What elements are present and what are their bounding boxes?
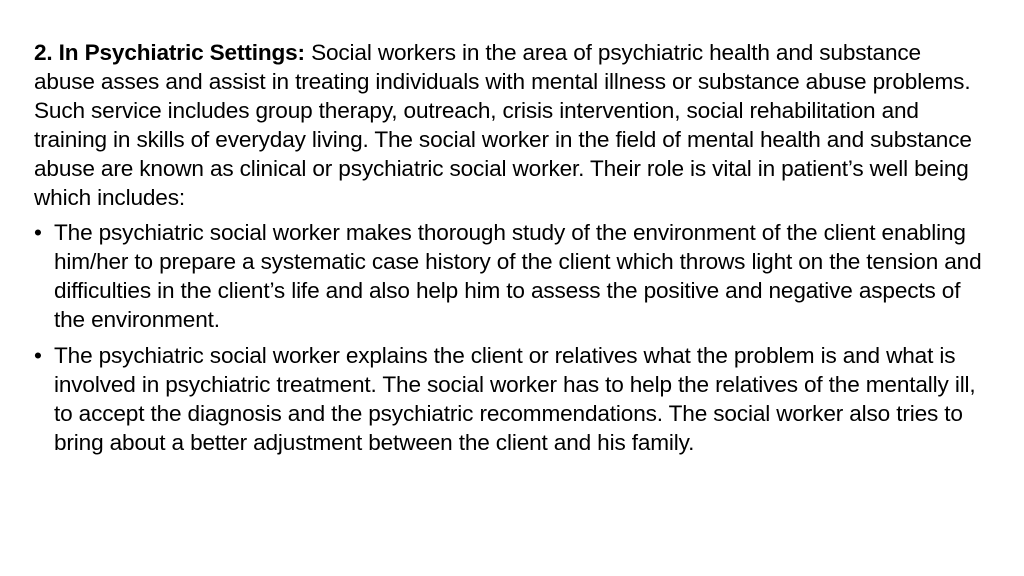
list-item — [34, 341, 984, 457]
intro-paragraph — [34, 38, 984, 212]
bullet-text: The psychiatric social worker explains the client or relatives what the problem is and what is involved in psychiatric treatment. The social worker has to help the relatives of the mentally ill, to accept the diagnosis and the psychiatric recommendations. The social worker also tries to bring about a better adjustment between the client and his family. — [54, 343, 976, 455]
bullet-icon: • — [34, 220, 42, 245]
bullet-icon: • — [34, 343, 42, 368]
list-item — [34, 218, 984, 334]
intro-text: Social workers in the area of psychiatric health and substance abuse asses and assist in treating individuals with mental illness or substance abuse problems. Such service includes group therapy, outreach, crisis intervention, social rehabilitation and training in skills of everyday living. The social worker in the field of mental health and substance abuse are known as clinical or psychiatric social worker. Their role is vital in patient’s well being which includes: — [34, 40, 972, 210]
bullet-text: The psychiatric social worker makes thorough study of the environment of the client enabling him/her to prepare a systematic case history of the client which throws light on the tension and difficulties in the client’s life and also help him to assess the positive and negative aspects of the environment. — [54, 220, 982, 332]
slide-body — [34, 38, 984, 464]
bullet-list — [34, 218, 984, 457]
section-heading: 2. In Psychiatric Settings: — [34, 40, 305, 65]
